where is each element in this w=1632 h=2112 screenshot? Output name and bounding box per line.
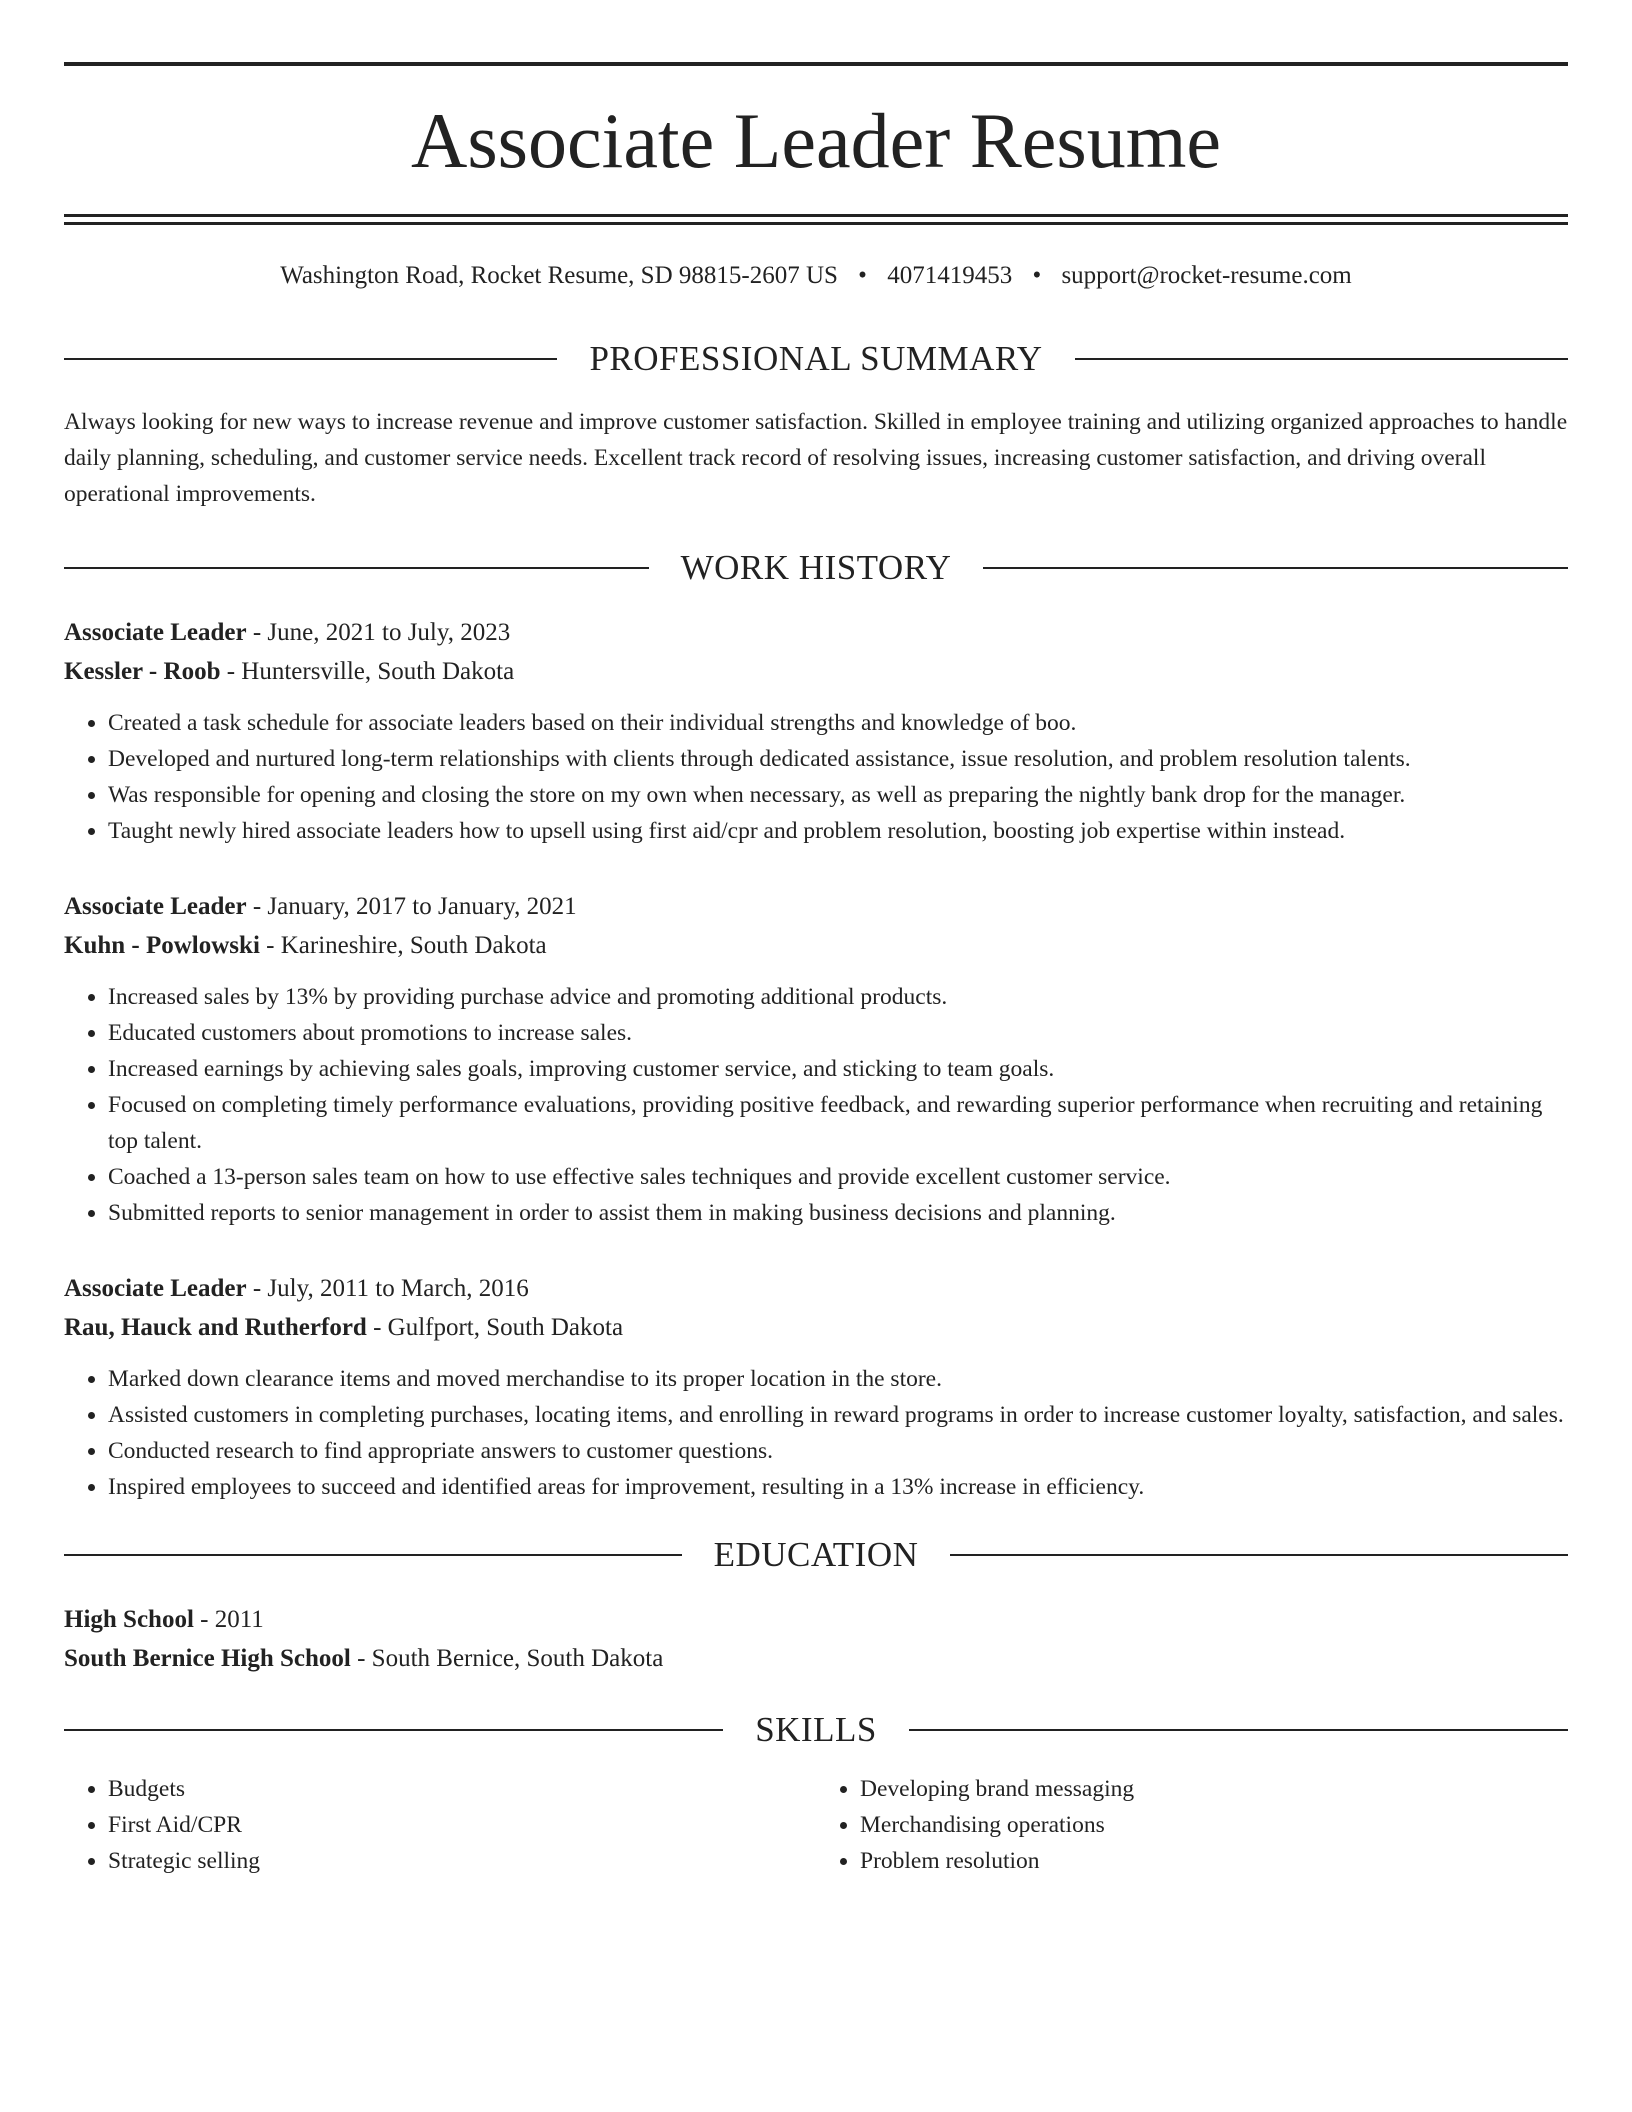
summary-heading-label: PROFESSIONAL SUMMARY [589,339,1043,378]
page-title: Associate Leader Resume [410,97,1221,184]
heading-rule-right [950,1554,1568,1556]
skills-list-left [64,1771,816,1879]
job-title: Associate Leader [64,893,247,920]
list-item: • Marked down clearance items and moved merchandise to its proper location in the store. [108,1361,1568,1397]
list-item: • Conducted research to find appropriate answers to customer questions. [108,1433,1568,1469]
work-section-heading [64,550,1568,585]
list-item: • Submitted reports to senior management in order to assist them in making business decisions and planning. [108,1195,1568,1231]
heading-rule-right [983,567,1568,569]
contact-separator: • [1032,262,1042,289]
list-item: • Budgets [108,1771,816,1807]
contact-line [64,261,1568,291]
top-rule [64,62,1568,66]
heading-rule-left [64,1729,723,1731]
list-item: • Developing brand messaging [860,1771,1568,1807]
job-location: - Huntersville, South Dakota [220,658,515,685]
job-title: Associate Leader [64,619,247,646]
job-dates: - January, 2017 to January, 2021 [246,893,577,920]
education-section-heading [64,1537,1568,1572]
job-title: Associate Leader [64,1275,247,1302]
contact-address: Washington Road, Rocket Resume, SD 98815-2607 US [280,262,838,289]
list-item: • Inspired employees to succeed and identified areas for improvement, resulting in a 13% increase in efficiency. [108,1469,1568,1505]
heading-rule-right [909,1729,1568,1731]
list-item: • Strategic selling [108,1843,816,1879]
list-item: • Assisted customers in completing purchases, locating items, and enrolling in reward programs in order to increase customer loyalty, satisfaction, and sales. [108,1397,1568,1433]
job-title-line [64,1269,1568,1308]
contact-phone: 4071419453 [887,262,1013,289]
list-item: • Merchandising operations [860,1807,1568,1843]
heading-rule-left [64,1554,682,1556]
job-bullets [64,1361,1568,1505]
skills-list-right [816,1771,1568,1879]
education-degree: High School [64,1606,194,1633]
list-item: • Problem resolution [860,1843,1568,1879]
list-item: • Taught newly hired associate leaders how to upsell using first aid/cpr and problem resolution, boosting job expertise within instead. [108,813,1568,849]
job-location: - Karineshire, South Dakota [259,932,547,959]
education-school-line [64,1639,1568,1678]
education-school: South Bernice High School [64,1645,351,1672]
job-dates: - June, 2021 to July, 2023 [246,619,511,646]
list-item: • Educated customers about promotions to increase sales. [108,1015,1568,1051]
job-bullets [64,705,1568,849]
list-item: • Developed and nurtured long-term relationships with clients through dedicated assistance, issue resolution, and problem resolution talents. [108,741,1568,777]
education-entry [64,1600,1568,1678]
work-heading-label: WORK HISTORY [680,548,952,587]
heading-rule-left [64,567,649,569]
education-heading-label: EDUCATION [713,1535,919,1574]
contact-email: support@rocket-resume.com [1061,262,1352,289]
job-company-line [64,652,1568,691]
list-item: • Increased earnings by achieving sales goals, improving customer service, and sticking to team goals. [108,1051,1568,1087]
title-rule-upper [64,214,1568,217]
summary-section-heading [64,341,1568,376]
skills-columns [64,1771,1568,1879]
summary-text: Always looking for new ways to increase revenue and improve customer satisfaction. Skilled in employee training and utilizing organized approaches to handle daily planning, scheduling, and customer service needs. Excellent track record of resolving issues, increasing customer satisfaction, and driving overall operational improvements. [64,409,1568,507]
heading-rule-left [64,358,557,360]
job-title-line [64,613,1568,652]
job-company: Kessler - Roob [64,658,221,685]
list-item: • First Aid/CPR [108,1807,816,1843]
resume-page [64,0,1568,1879]
title-rule-lower [64,222,1568,225]
job-dates: - July, 2011 to March, 2016 [246,1275,529,1302]
skills-section-heading [64,1712,1568,1747]
education-year: - 2011 [193,1606,264,1633]
heading-rule-right [1075,358,1568,360]
education-degree-line [64,1600,1568,1639]
list-item: • Created a task schedule for associate leaders based on their individual strengths and knowledge of boo. [108,705,1568,741]
job-entry [64,1269,1568,1505]
skills-heading-label: SKILLS [755,1710,877,1749]
job-entry [64,613,1568,849]
job-company: Kuhn - Powlowski [64,932,260,959]
education-location: - South Bernice, South Dakota [350,1645,664,1672]
job-title-line [64,887,1568,926]
list-item: • Focused on completing timely performance evaluations, providing positive feedback, and rewarding superior performance when recruiting and retaining top talent. [108,1087,1568,1159]
job-location: - Gulfport, South Dakota [366,1314,624,1341]
list-item: • Increased sales by 13% by providing purchase advice and promoting additional products. [108,979,1568,1015]
job-company-line [64,926,1568,965]
job-company-line [64,1308,1568,1347]
job-company: Rau, Hauck and Rutherford [64,1314,367,1341]
list-item: • Coached a 13-person sales team on how to use effective sales techniques and provide excellent customer service. [108,1159,1568,1195]
job-bullets [64,979,1568,1231]
list-item: • Was responsible for opening and closing the store on my own when necessary, as well as preparing the nightly bank drop for the manager. [108,777,1568,813]
contact-separator: • [858,262,867,289]
job-entry [64,887,1568,1231]
